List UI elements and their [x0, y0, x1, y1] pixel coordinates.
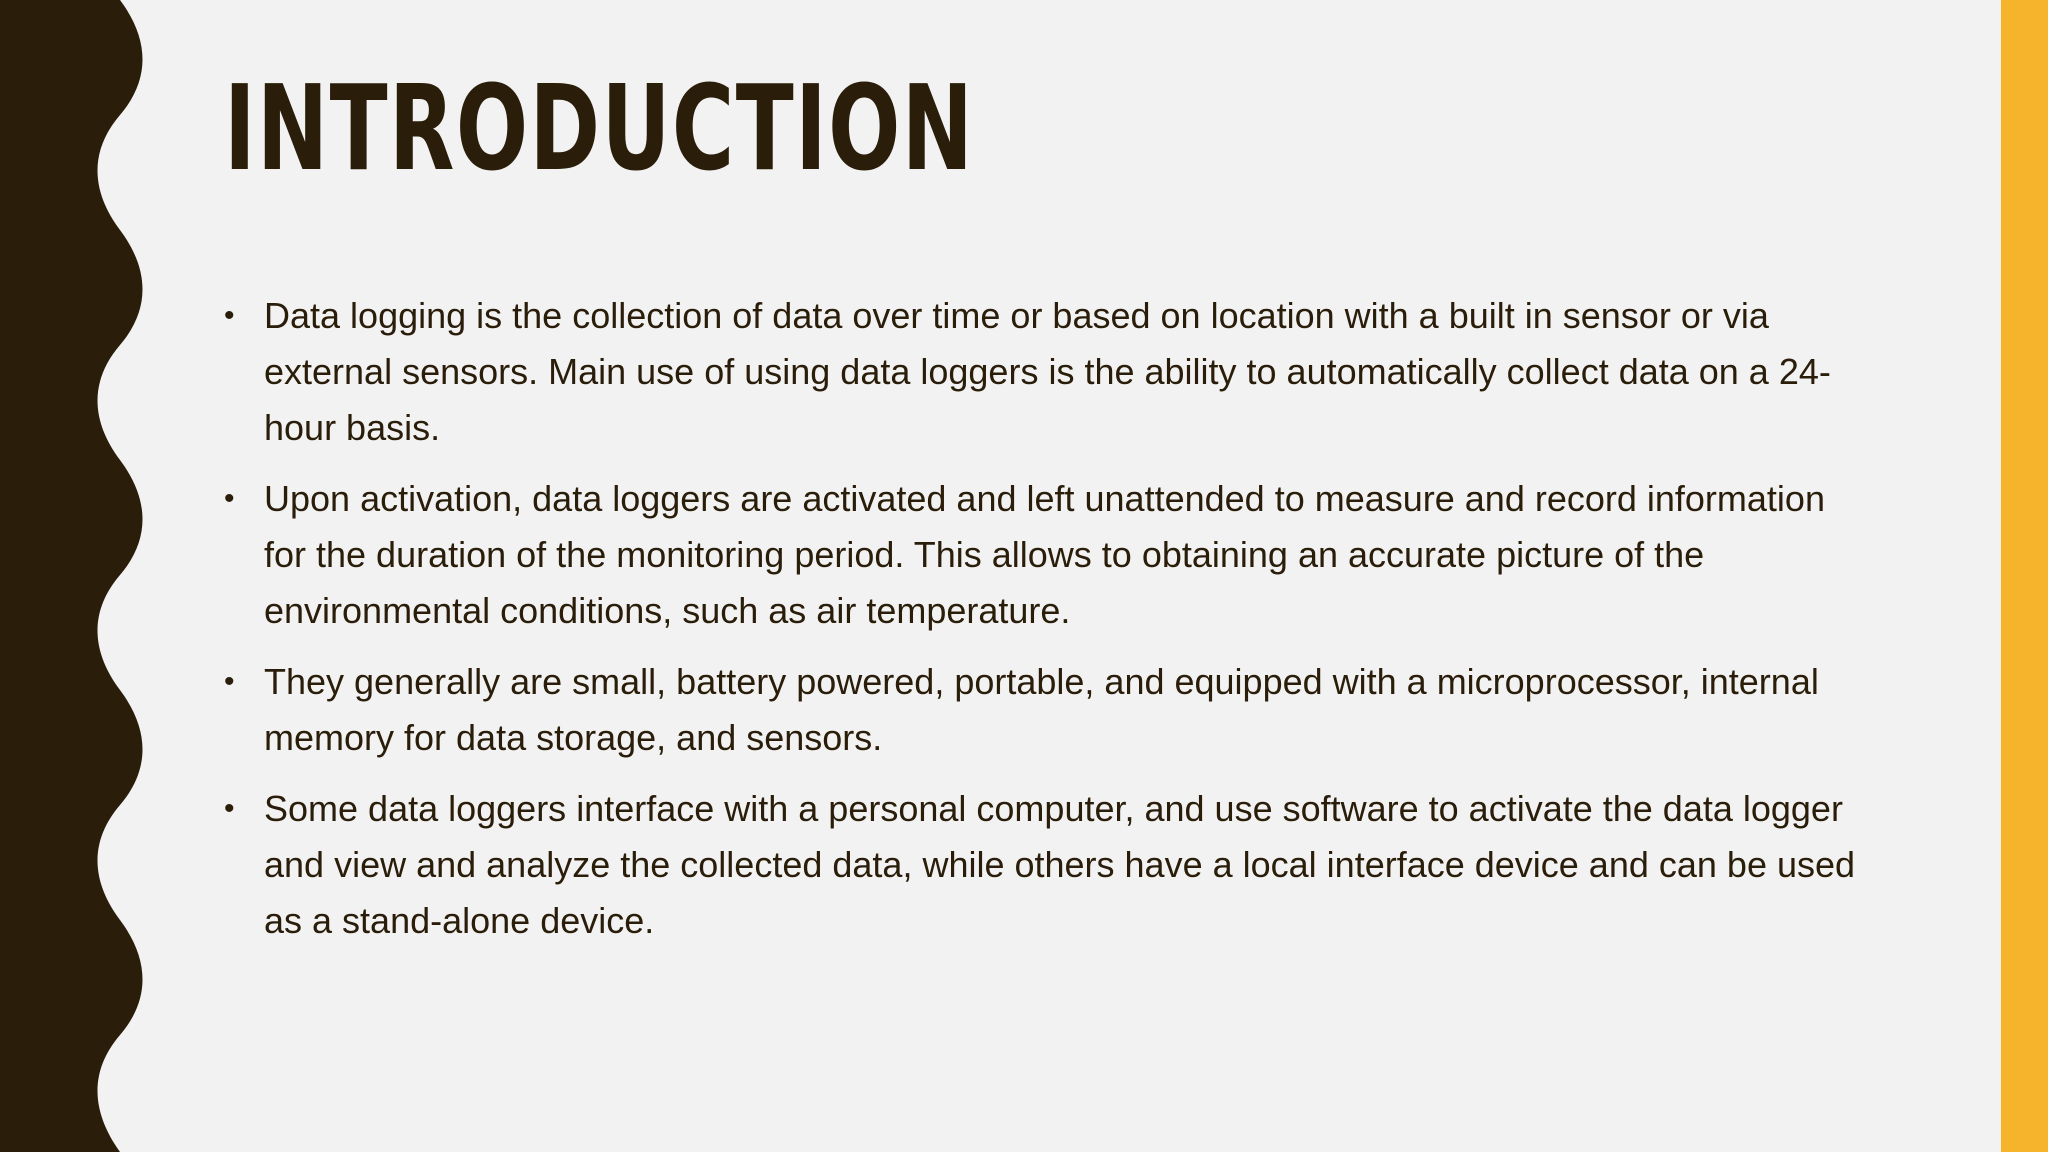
slide-title: INTRODUCTION: [224, 59, 975, 197]
bullet-item: [224, 781, 1874, 949]
wavy-band-shape: [0, 0, 143, 1152]
accent-bar: [2001, 0, 2048, 1152]
bullet-text: Data logging is the collection of data over time or based on location with a built in sensor or via external sensors. Main use of using data loggers is the ability to automatically collect data on a 24-hour basis.: [264, 295, 1831, 448]
bullet-text: They generally are small, battery powered, portable, and equipped with a microprocessor, internal memory for data storage, and sensors.: [264, 661, 1819, 758]
bullet-item: [224, 471, 1874, 639]
bullet-text: Some data loggers interface with a personal computer, and use software to activate the data logger and view and analyze the collected data, while others have a local interface device and can be used as a stand-alone device.: [264, 788, 1856, 941]
bullet-dot-icon: •: [224, 299, 235, 332]
bullet-list: [224, 288, 1874, 964]
bullet-item: [224, 654, 1874, 766]
bullet-dot-icon: •: [224, 665, 235, 698]
bullet-item: [224, 288, 1874, 456]
wavy-side-band: [0, 0, 160, 1152]
bullet-text: Upon activation, data loggers are activated and left unattended to measure and record information for the duration of the monitoring period. This allows to obtaining an accurate picture of the environmental conditions, such as air temperature.: [264, 478, 1825, 631]
bullet-dot-icon: •: [224, 792, 235, 825]
bullet-dot-icon: •: [224, 482, 235, 515]
